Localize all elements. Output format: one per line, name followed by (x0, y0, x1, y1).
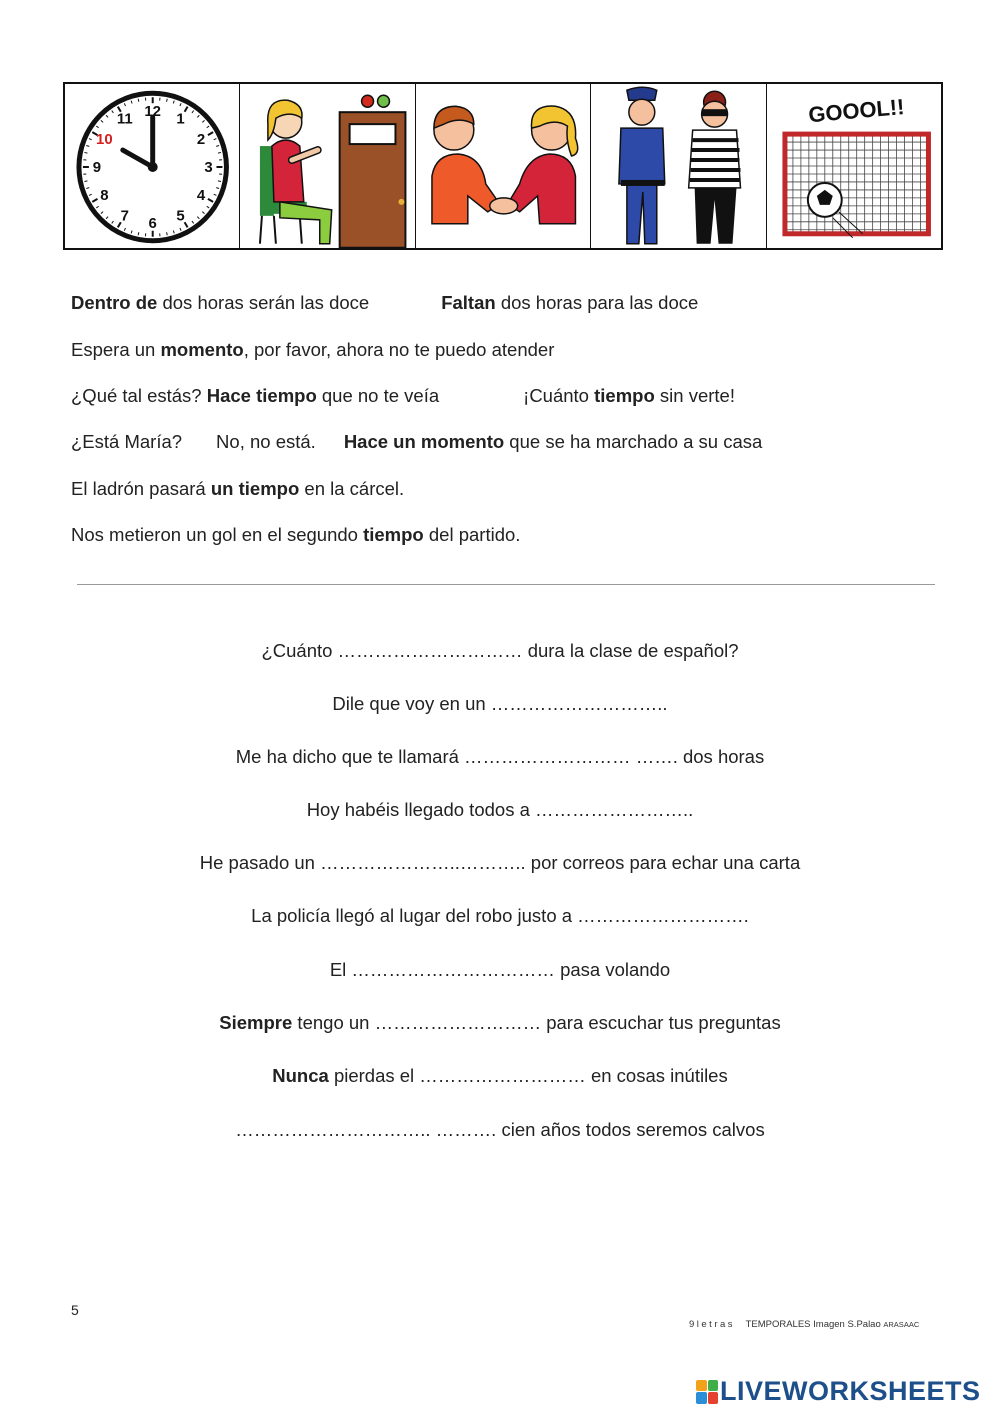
clock-tick (218, 152, 221, 153)
clock-number: 7 (120, 207, 129, 225)
example-phrase-bold: Dentro de (71, 292, 158, 313)
fill-in-sentence-4[interactable]: Hoy habéis llegado todos a …………………….. (306, 799, 694, 820)
fill-in-sentence-3[interactable]: Me ha dicho que te llamará ……………………… ……. dos horas (235, 746, 765, 767)
fill-in-sentence-10[interactable]: ………………………….. ………. cien años todos seremos calvos (235, 1119, 765, 1140)
police-thief-icon (591, 84, 765, 248)
liveworksheets-icon (696, 1380, 718, 1404)
clock-tick (218, 181, 221, 182)
waiting-pictogram (240, 84, 415, 248)
example-text: dos horas serán las doce (157, 292, 370, 313)
goal-text: GOOOL!! (807, 94, 905, 128)
example-phrase-bold: Hace tiempo (206, 385, 317, 406)
clock-number: 5 (176, 207, 185, 225)
clock-tick (84, 181, 87, 182)
fill-in-sentence-8[interactable]: Siempre tengo un ……………………… para escuchar tus preguntas (219, 1012, 781, 1033)
clock-tick (138, 99, 139, 102)
clock-pictogram (65, 84, 240, 248)
clock-number: 11 (116, 110, 133, 128)
clock-number: 3 (204, 158, 213, 176)
clock-number: 9 (92, 158, 102, 176)
liveworksheets-logo[interactable] (696, 1376, 981, 1407)
example-phrase-bold: Hace un momento (343, 431, 505, 452)
fill-in-sentence-7[interactable]: El …………………………… pasa volando (329, 959, 671, 980)
pictogram-strip (63, 82, 943, 250)
clock-icon (65, 84, 239, 248)
example-line-4: ¿Está María? No, no está. Hace un momento que se ha marchado a su casa (71, 431, 763, 452)
clock-tick (167, 99, 168, 102)
example-phrase-bold: tiempo (363, 524, 424, 545)
clock-number: 12 (144, 103, 162, 121)
fill-in-sentence-1[interactable]: ¿Cuánto ………………………… dura la clase de español? (261, 640, 739, 661)
image-credit: 9letras TEMPORALES Imagen S.Palao ARASAAC (689, 1319, 920, 1330)
clock-number: 6 (148, 214, 157, 232)
clock-number: 2 (196, 131, 206, 149)
example-line-1 (71, 292, 698, 314)
divider (77, 584, 935, 585)
handshake-pictogram (416, 84, 591, 248)
example-phrase-bold: un tiempo (210, 478, 300, 499)
example-line-2: Espera un momento, por favor, ahora no te puedo atender (71, 339, 555, 360)
clock-number: 4 (196, 186, 206, 204)
example-text: dos horas para las doce (495, 292, 699, 313)
goal-pictogram (767, 84, 941, 248)
soccer-goal-icon (767, 84, 941, 248)
fill-in-sentence-6[interactable]: La policía llegó al lugar del robo justo a ………………………. (251, 905, 749, 926)
brand-name: LIVEWORKSHEETS (720, 1376, 981, 1406)
clock-number: 10 (96, 131, 113, 149)
clock-tick (167, 232, 168, 235)
example-phrase-bold: Faltan (441, 292, 496, 313)
fill-in-sentence-2[interactable]: Dile que voy en un ……………………….. (332, 693, 668, 714)
example-line-6: Nos metieron un gol en el segundo tiempo del partido. (71, 524, 521, 545)
clock-tick (138, 232, 139, 235)
handshake-icon (416, 84, 590, 248)
clock-tick (84, 152, 87, 153)
example-phrase-bold: tiempo (594, 385, 655, 406)
page-number: 5 (71, 1302, 79, 1318)
example-phrase-bold: momento (160, 339, 244, 360)
police-thief-pictogram (591, 84, 766, 248)
example-line-5: El ladrón pasará un tiempo en la cárcel. (71, 478, 405, 499)
fill-in-sentence-5[interactable]: He pasado un …………………..……….. por correos para echar una carta (199, 852, 801, 873)
waiting-girl-icon (240, 84, 414, 248)
fill-in-sentence-9[interactable]: Nunca pierdas el ……………………… en cosas inútiles (272, 1065, 728, 1086)
clock-number: 8 (100, 186, 109, 204)
clock-number: 1 (176, 110, 185, 128)
example-line-3: ¿Qué tal estás? Hace tiempo que no te veía ¡Cuánto tiempo sin verte! (71, 385, 735, 406)
